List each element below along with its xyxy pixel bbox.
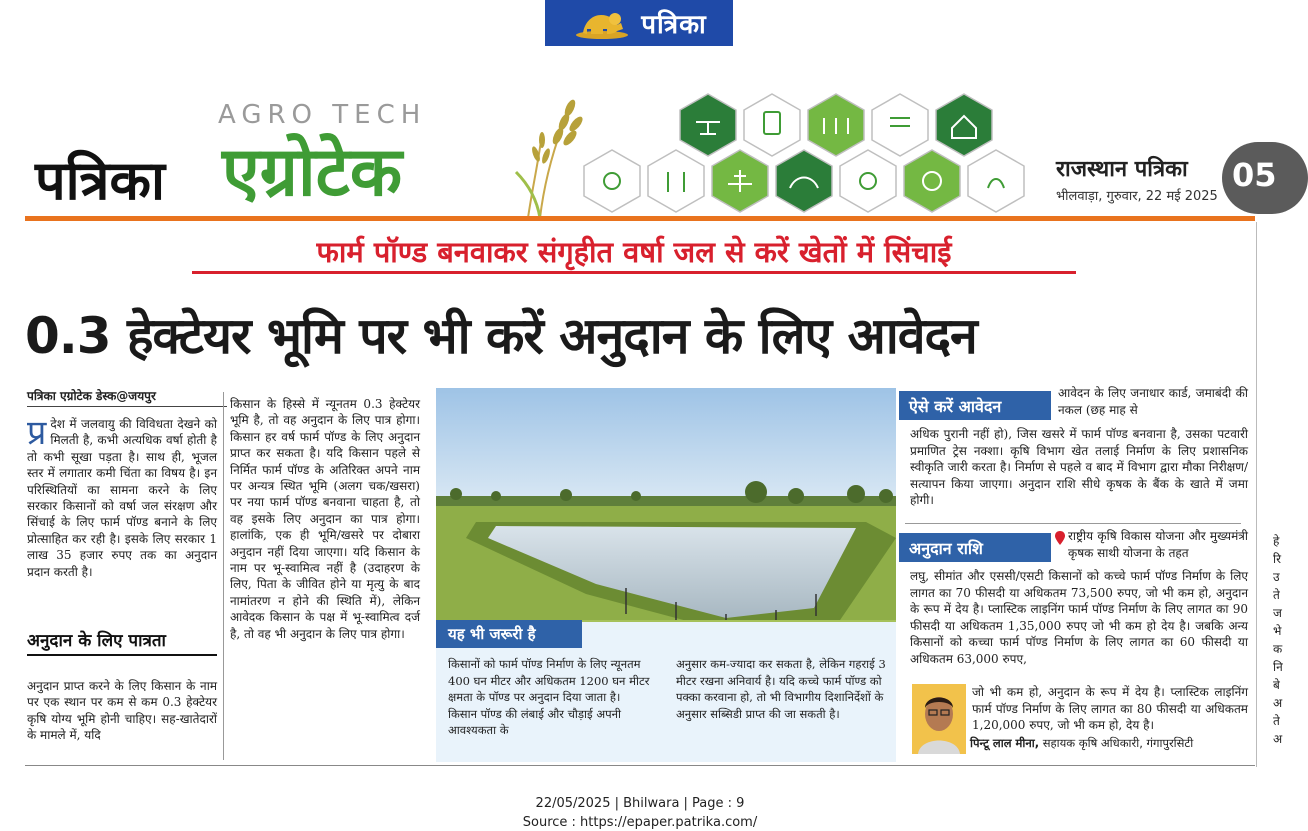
intro-text: देश में जलवायु की विविधता देखने को मिलती है, कभी अत्यधिक वर्षा होती है तो कभी सूखा पड़ता है। साथ ही, भूजल स्तर में लगातार कमी चिंता का विषय है। इन परिस्थितियों का सामना करने के लिए सरकार किसानों को वर्षा जल संरक्षण और सिंचाई के लिए फार्म पॉण्ड बनाने के लिए प्रोत्साहित कर रही है। इसके लिए सरकार 1 लाख 35 हजार रुपए तक का अनुदान प्रदान करती है। [27,417,217,579]
section-brand-patrika: पत्रिका [35,149,165,212]
apply-text-top: आवेदन के लिए जनाधार कार्ड, जमाबंदी की नकल (छह माह से [1058,386,1248,417]
edge-fragment: उ [1273,570,1280,584]
rajasthan-patrika-brand: राजस्थान पत्रिका [1056,157,1188,182]
edge-fragment: अ [1273,696,1283,710]
section-title-agrotech: एग्रोटेक [222,133,403,212]
edge-fragment: हे [1273,534,1280,548]
grant-text-wrap: जो भी कम हो, अनुदान के रूप में देय है। प्लास्टिक लाइनिंग फार्म पॉण्ड निर्माण के लिए लागत का 80 फीसदी या अधिकतम 1,20,000 रुपए, जो भी कम हो, देय है। [972,685,1248,733]
article-column-2: किसान के हिस्से में न्यूनतम 0.3 हेक्टेयर भूमि है, तो वह अनुदान के लिए पात्र होगा। किसान हर वर्ष फार्म पॉण्ड के लिए अनुदान प्राप्त कर सकता है। यदि किसान पहले से निर्मित फार्म पॉण्ड के अतिरिक्त अपने नाम पर अन्यत्र स्थित भूमि (अलग चक/खसरा) पर नया फार्म पॉण्ड बनवाना चाहता है, तो वह इसके लिए अनुदान का पात्र होगा। हालांकि, एक ही भूमि/खसरे पर दोबारा अनुदान नहीं दिया जाएगा। यदि किसान के नाम पर भू-स्वामित्व नहीं है (उदाहरण के लिए, पिता के जीवित होने या मृत्यु के बाद नामांतरण न होने की स्थिति में), लेकिन आवेदक किसान के पक्ष में भू-स्वामित्व दर्ज है, तो वह भी अनुदान के लिए पात्र होगा। [230,397,420,641]
expert-name: पिन्टू लाल मीना, [970,736,1040,750]
patrika-logo [545,0,733,46]
grant-heading: अनुदान राशि [899,533,1051,562]
pin-icon [1055,531,1065,545]
column-divider [223,392,224,760]
article-kicker: फार्म पॉण्ड बनवाकर संगृहीत वर्षा जल से करें खेतों में सिंचाई [192,232,1076,274]
page-bottom-rule [25,765,1255,766]
apply-heading: ऐसे करें आवेदन [899,391,1051,420]
agro-tech-caption: AGRO TECH [218,100,427,130]
farm-pond-photo [436,388,896,650]
apply-text-body: अधिक पुरानी नहीं हो), जिस खसरे में फार्म पॉण्ड बनवाना है, उसका पटवारी प्रमाणित ट्रेस नक्शा। कृषि विभाग खेत तलाई निर्माण के लिए प्रशासनिक स्वीकृति जारी करता है। निर्माण से पहले व बाद में विभाग द्वारा मौका निरीक्षण/सत्यापन किया जाएगा। अनुदान राशि सीधे कृषक के बैंक के खाते में जमा होगी। [910,427,1248,508]
header-divider [25,216,1255,221]
edge-fragment: ते [1273,588,1280,602]
info-box-left-text: किसानों को फार्म पॉण्ड निर्माण के लिए न्यूनतम 400 घन मीटर और अधिकतम 1200 घन मीटर क्षमता के पॉण्ड पर अनुदान दिया जाता है। किसान पॉण्ड की लंबाई और चौड़ाई अपनी आवश्यकता के [448,657,650,737]
article-byline: पत्रिका एग्रोटेक डेस्क@जयपुर [27,387,227,407]
lion-emblem-icon [571,5,633,41]
article-headline: 0.3 हेक्टेयर भूमि पर भी करें अनुदान के लिए आवेदन [25,307,977,365]
page-number-badge: 05 [1222,142,1308,214]
edge-fragment: ज [1273,606,1282,620]
expert-role: सहायक कृषि अधिकारी, गंगापुरसिटी [1039,736,1194,750]
grant-text-top: राष्ट्रीय कृषि विकास योजना और मुख्यमंत्री कृषक साथी योजना के तहत [1068,529,1248,560]
article-intro [27,413,217,580]
eligibility-heading: अनुदान के लिए पात्रता [27,628,217,656]
footer-edition: 22/05/2025 | Bhilwara | Page : 9 [535,796,745,811]
footer-source: Source : https://epaper.patrika.com/ [522,815,758,830]
agritech-hexagon-icons [568,88,1048,228]
edge-fragment: क [1273,642,1283,656]
cropped-adjacent-column [1256,222,1283,767]
edge-fragment: रि [1273,552,1282,566]
sidebar-divider [905,523,1241,524]
grant-text-body: लघु, सीमांत और एससी/एसटी किसानों को कच्चे फार्म पॉण्ड निर्माण के लिए लागत का 70 फीसदी या अधिकतम 73,500 रुपए, जो भी कम हो, अनुदान के रूप में देय है। प्लास्टिक लाइनिंग फार्म पॉण्ड निर्माण के लिए लागत का 90 फीसदी या अधिकतम 1,35,000 रुपए जो भी कम हो देय है। जबकि अन्य किसानों को कच्चा फार्म पॉण्ड निर्माण के लिए लागत का 60 फीसदी या अधिकतम 63,000 रुपए, [910,569,1248,666]
info-box-right-text: अनुसार कम-ज्यादा कर सकता है, लेकिन गहराई 3 मीटर रखना अनिवार्य है। यदि कच्चे फार्म पॉण्ड को पक्का करवाना हो, तो भी विभागीय दिशानिर्देशों के अनुसार सब्सिडी प्राप्त की जा सकती है। [676,657,886,721]
edge-fragment: नि [1273,660,1283,674]
edge-fragment: भे [1273,624,1282,638]
dropcap: प्र [27,413,47,453]
edge-fragment: अ [1273,732,1283,746]
expert-avatar [912,684,966,754]
eligibility-text: अनुदान प्राप्त करने के लिए किसान के नाम पर एक स्थान पर कम से कम 0.3 हेक्टेयर कृषि योग्य भूमि होनी चाहिए। सह-खातेदारों के मामले में, यदि [27,679,217,743]
edge-fragment: ते [1273,714,1280,728]
expert-caption [970,736,1245,751]
logo-text: पत्रिका [641,10,707,40]
info-box-title: यह भी जरूरी है [436,620,582,648]
dateline: भीलवाड़ा, गुरुवार, 22 मई 2025 [1056,189,1218,204]
edge-fragment: बे [1273,678,1280,692]
